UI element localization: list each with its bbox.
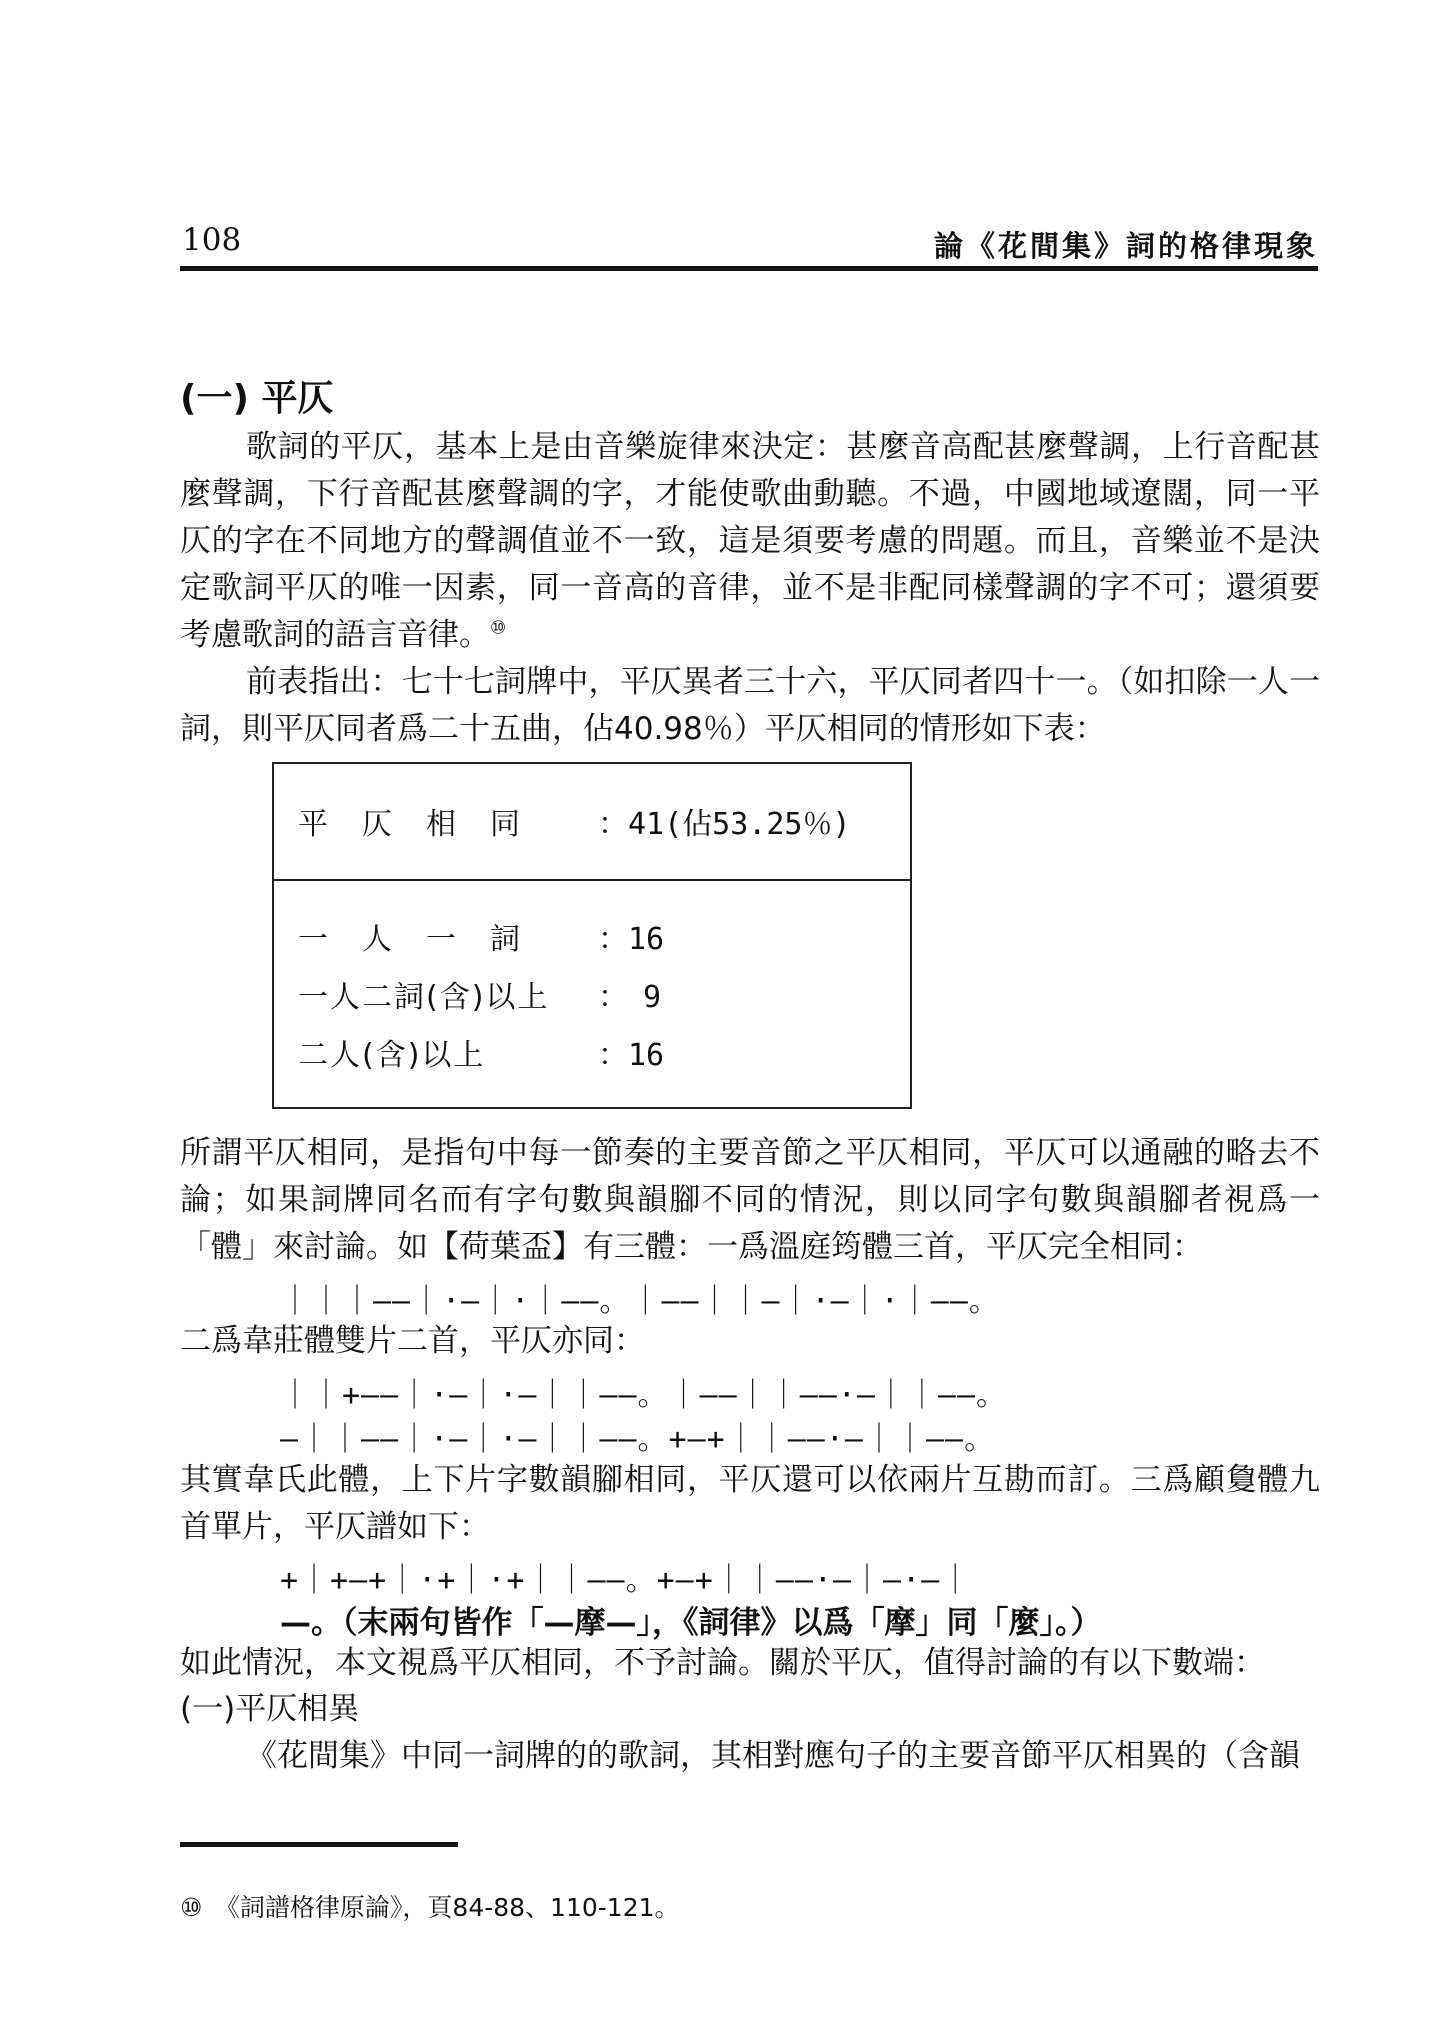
table-divider (274, 879, 910, 881)
stat-label: 二人(含)以上 (298, 1038, 486, 1073)
stat-row-total (298, 799, 851, 843)
running-title: 論《花間集》詞的格律現象 (933, 229, 1318, 263)
paragraph-3: 所謂平仄相同，是指句中每一節奏的主要音節之平仄相同，平仄可以通融的略去不論；如果詞牌同名而有字句數與韻腳不同的情況，則以同字句數與韻腳者視爲一「體」來討論。如【荷葉盃】有三體：一爲溫庭筠體三首，平仄完全相同： (180, 1135, 1320, 1265)
footnote-10: ⑩ 《詞譜格律原論》，頁84-88、110-121。 (180, 1893, 680, 1922)
stat-row (298, 914, 664, 958)
section-title: (一) 平仄 (180, 378, 334, 419)
stat-value: ： 9 (598, 980, 662, 1015)
tone-pattern-wen: ｜｜｜——｜·—｜·｜——。｜——｜｜—｜·—｜·｜——。 (280, 1284, 1000, 1319)
subheading-tonal-difference: (一)平仄相異 (180, 1691, 360, 1727)
stat-value: ：16 (598, 1038, 665, 1073)
stat-row (298, 972, 661, 1016)
tonal-statistics-table (272, 762, 912, 1109)
stat-label: 一 人 一 詞 (298, 922, 522, 957)
tone-pattern-wei-lower: —｜｜——｜·—｜·—｜｜——。+—+｜｜——·—｜｜——。 (280, 1422, 996, 1457)
paragraph-4: 二爲韋莊體雙片二首，平仄亦同： (180, 1323, 645, 1359)
paragraph-1-text: 歌詞的平仄，基本上是由音樂旋律來決定：甚麼音高配甚麼聲調，上行音配甚麼聲調，下行音配甚麼聲調的字，才能使歌曲動聽。不過，中國地域遼闊，同一平仄的字在不同地方的聲調值並不一致，這是須要考慮的問題。而且，音樂並不是決定歌詞平仄的唯一因素，同一音高的音律，並不是非配同樣聲調的字不可；還須要考慮歌詞的語言音律。 (180, 429, 1320, 653)
paragraph-8: 《花間集》中同一詞牌的的歌詞，其相對應句子的主要音節平仄相異的（含韻 (246, 1738, 1300, 1774)
footnote-ref-10: ⑩ (490, 617, 507, 639)
paragraph-2: 前表指出：七十七詞牌中，平仄異者三十六，平仄同者四十一。（如扣除一人一詞，則平仄同者爲二十五曲，佔40.98％）平仄相同的情形如下表： (180, 664, 1320, 747)
stat-label: 一人二詞(含)以上 (298, 980, 550, 1015)
paragraph-5: 其實韋氏此體，上下片字數韻腳相同，平仄還可以依兩片互勘而訂。三爲顧敻體九首單片，平仄譜如下： (180, 1462, 1320, 1545)
paragraph-1 (180, 424, 1320, 659)
stat-value: ：41(佔53.25％) (598, 807, 851, 842)
tone-pattern-gu-2: —。（末兩句皆作「—摩—」，《詞律》以爲「摩」同「麼」。） (280, 1605, 1102, 1641)
stat-label: 平 仄 相 同 (298, 807, 522, 842)
page-number: 108 (182, 222, 242, 258)
header-rule (180, 266, 1318, 271)
paragraph-6: 如此情況，本文視爲平仄相同，不予討論。關於平仄，值得討論的有以下數端： (180, 1645, 1265, 1681)
stat-row (298, 1030, 664, 1074)
stat-value: ：16 (598, 922, 665, 957)
tone-pattern-gu-1: +｜+—+｜·+｜·+｜｜——。+—+｜｜——·—｜—·—｜ (280, 1563, 972, 1598)
tone-pattern-wei-upper: ｜｜+——｜·—｜·—｜｜——。｜——｜｜——·—｜｜——。 (280, 1378, 1008, 1413)
footnote-rule (180, 1842, 458, 1847)
